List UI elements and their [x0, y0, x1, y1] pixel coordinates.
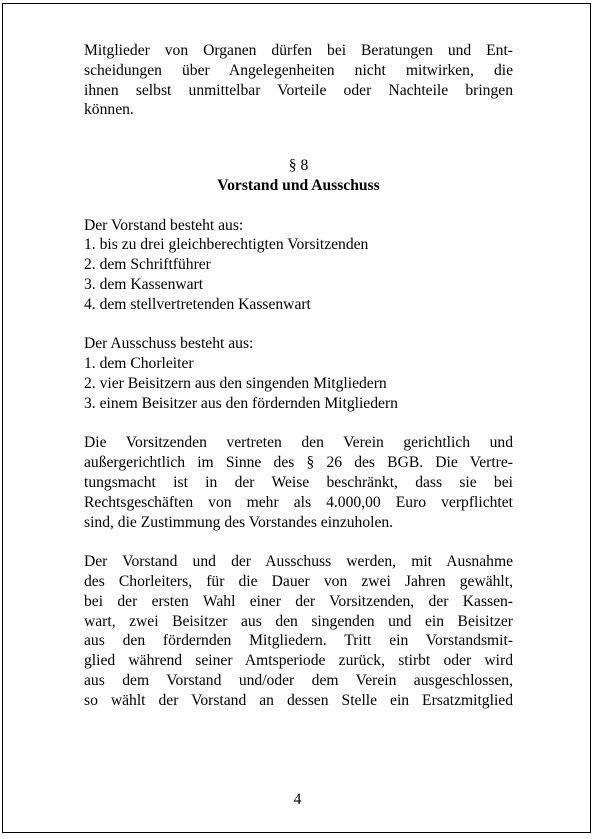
- text-line: Rechtsgeschäften von mehr als 4.000,00 Euro verpflichtet: [84, 493, 513, 511]
- page-number: 4: [293, 791, 302, 808]
- list-item: 2. vier Beisitzern aus den singenden Mitgliedern: [84, 374, 387, 392]
- text-line: Die Vorsitzenden vertreten den Verein gerichtlich und: [84, 434, 513, 452]
- list-heading: Der Vorstand besteht aus:: [84, 216, 244, 234]
- text-line: wart, zwei Beisitzer aus den singenden und ein Beisitzer: [84, 612, 513, 630]
- wahl-paragraph: [84, 552, 513, 710]
- text-line: glied während seiner Amtsperiode zurück, stirbt oder wird: [84, 652, 513, 670]
- text-line: Der Vorstand und der Ausschuss werden, mit Ausnahme: [84, 553, 513, 571]
- spacer: [84, 120, 513, 156]
- vertretung-paragraph: [84, 433, 513, 532]
- text-line: bei der ersten Wahl einer der Vorsitzenden, der Kassen-: [84, 592, 513, 610]
- list-item: 1. dem Chorleiter: [84, 355, 194, 373]
- list-item: 4. dem stellvertretenden Kassenwart: [84, 295, 311, 313]
- page-content: [84, 41, 513, 711]
- section-title: Vorstand und Ausschuss: [217, 176, 380, 194]
- text-line: scheidungen über Angelegenheiten nicht mitwirken, die: [84, 61, 513, 79]
- spacer: [84, 315, 513, 335]
- list-heading: Der Ausschuss besteht aus:: [84, 335, 254, 353]
- text-line: können.: [84, 101, 134, 119]
- intro-paragraph: [84, 41, 513, 120]
- text-line: aus dem Vorstand und/oder dem Verein ausgeschlossen,: [84, 671, 513, 689]
- text-line: tungsmacht ist in der Weise beschränkt, dass sie bei: [84, 473, 513, 491]
- vorstand-list: [84, 216, 513, 315]
- text-line: des Chorleiters, für die Dauer von zwei Jahren gewählt,: [84, 572, 513, 590]
- list-item: 1. bis zu drei gleichberechtigten Vorsitzenden: [84, 236, 369, 254]
- list-item: 3. dem Kassenwart: [84, 275, 204, 293]
- list-item: 2. dem Schriftführer: [84, 256, 211, 274]
- text-line: sind, die Zustimmung des Vorstandes einzuholen.: [84, 513, 394, 531]
- spacer: [84, 532, 513, 552]
- text-line: ihnen selbst unmittelbar Vorteile oder Nachteile bringen: [84, 81, 513, 99]
- list-item: 3. einem Beisitzer aus den fördernden Mitgliedern: [84, 394, 398, 412]
- spacer: [84, 414, 513, 434]
- text-line: Mitglieder von Organen dürfen bei Beratungen und Ent-: [84, 42, 513, 59]
- section-number: § 8: [288, 157, 309, 175]
- spacer: [84, 196, 513, 216]
- text-line: so wählt der Vorstand an dessen Stelle ein Ersatzmitglied: [84, 691, 513, 709]
- ausschuss-list: [84, 334, 513, 413]
- text-line: außergerichtlich im Sinne des § 26 des BGB. Die Vertre-: [84, 454, 513, 472]
- text-line: aus den fördernden Mitgliedern. Tritt ein Vorstandsmit-: [84, 632, 513, 650]
